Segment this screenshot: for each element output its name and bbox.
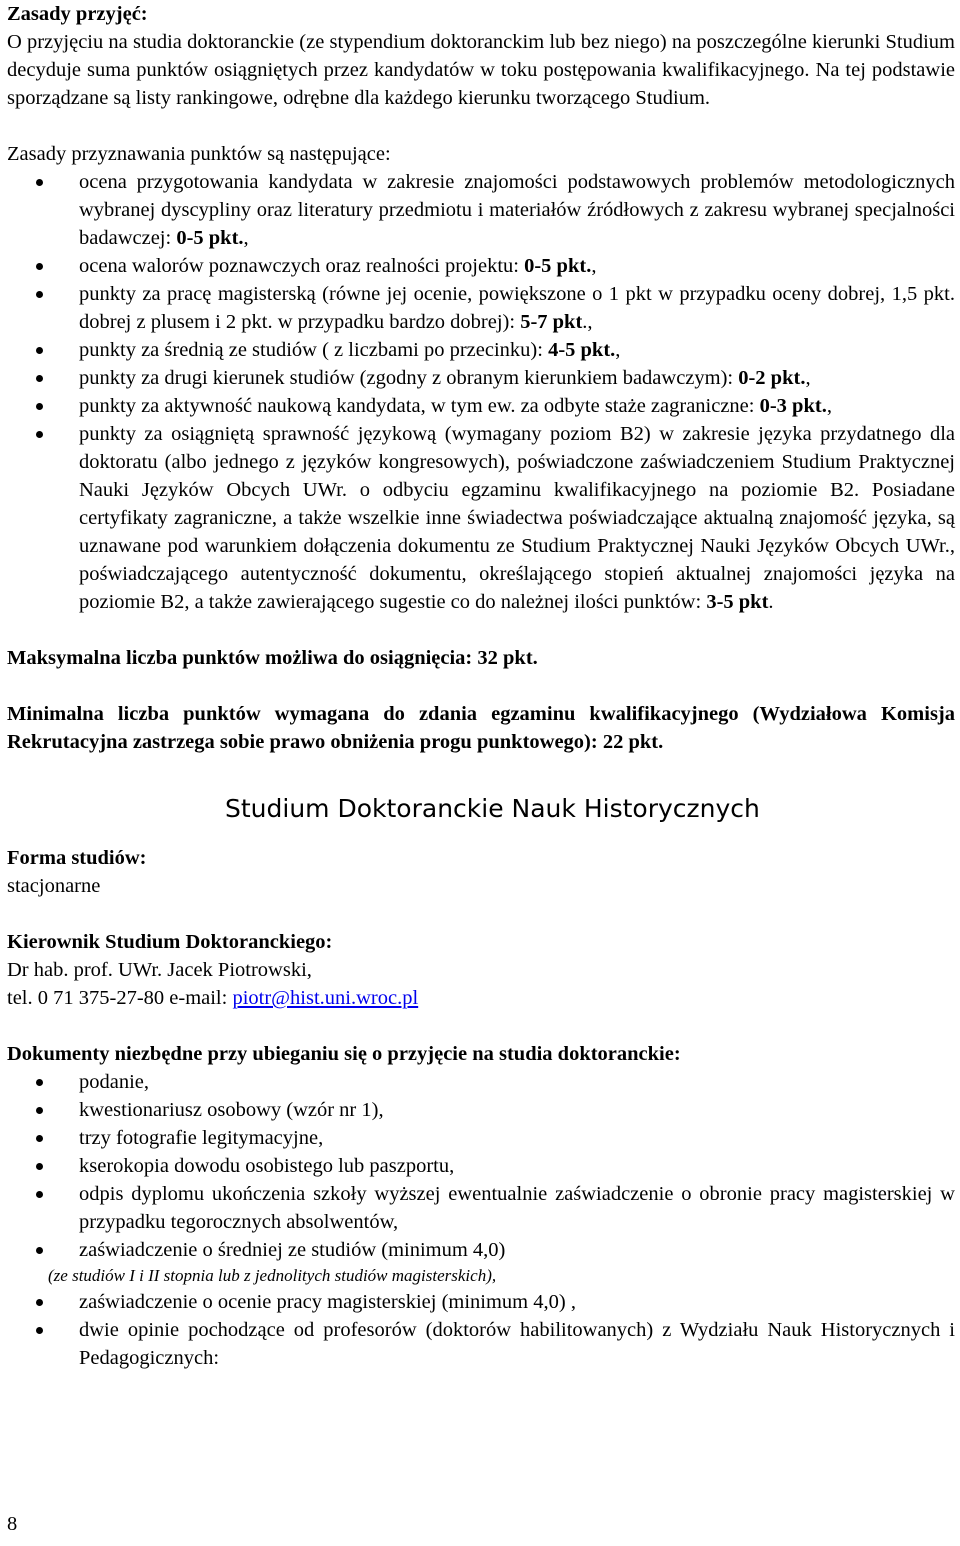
- min-points: Minimalna liczba punktów wymagana do zdania egzaminu kwalifikacyjnego (Wydziałowa Komisja Rekrutacyjna zastrzega sobie prawo obniżenia progu punktowego): 22 pkt.: [7, 703, 955, 753]
- dokumenty-list-continued: [7, 1288, 955, 1372]
- study-title: Studium Doktoranckie Nauk Historycznych: [225, 794, 760, 823]
- list-item: kwestionariusz osobowy (wzór nr 1),: [7, 1096, 955, 1124]
- kierownik-label: Kierownik Studium Doktoranckiego:: [7, 931, 333, 953]
- points-heading: Zasady przyznawania punktów są następujące:: [7, 143, 391, 165]
- max-points: Maksymalna liczba punktów możliwa do osiągnięcia: 32 pkt.: [7, 647, 538, 669]
- list-item: ocena walorów poznawczych oraz realności projektu: 0-5 pkt.,: [7, 252, 955, 280]
- zasady-intro-1: O przyjęciu na studia doktoranckie (ze stypendium doktoranckim lub bez niego) na poszczególne kierunki Studium decyduje suma punktów osiągniętych przez kandydatów w toku postępowania kwalifikacyjnego.: [7, 31, 955, 81]
- contact-line: tel. 0 71 375-27-80 e-mail: piotr@hist.uni.wroc.pl: [7, 987, 419, 1009]
- list-item: odpis dyplomu ukończenia szkoły wyższej ewentualnie zaświadczenie o obronie pracy magisterskiej w przypadku tegorocznych absolwentów,: [7, 1180, 955, 1236]
- list-item: punkty za aktywność naukową kandydata, w tym ew. za odbyte staże zagraniczne: 0-3 pkt.,: [7, 392, 955, 420]
- kierownik-name: Dr hab. prof. UWr. Jacek Piotrowski,: [7, 959, 312, 981]
- zasady-intro-2: Na tej podstawie sporządzane są listy rankingowe, odrębne dla każdego kierunku tworzącego Studium.: [7, 59, 956, 109]
- forma-label: Forma studiów:: [7, 847, 147, 869]
- list-item: dwie opinie pochodzące od profesorów (doktorów habilitowanych) z Wydziału Nauk Historycznych i Pedagogicznych:: [7, 1316, 955, 1372]
- dokumenty-heading: Dokumenty niezbędne przy ubieganiu się o przyjęcie na studia doktoranckie:: [7, 1043, 681, 1065]
- page-number: 8: [7, 1513, 18, 1535]
- list-item: trzy fotografie legitymacyjne,: [7, 1124, 955, 1152]
- list-item: punkty za średnią ze studiów ( z liczbami po przecinku): 4-5 pkt.,: [7, 336, 955, 364]
- list-item: podanie,: [7, 1068, 955, 1096]
- points-list: [7, 168, 955, 616]
- list-item: zaświadczenie o średniej ze studiów (minimum 4,0): [7, 1236, 955, 1264]
- forma-value: stacjonarne: [7, 875, 101, 897]
- list-item: ocena przygotowania kandydata w zakresie znajomości podstawowych problemów metodologicznych wybranej dyscypliny oraz literatury przedmiotu i materiałów źródłowych z zakresu wybranej specjalności badawczej: 0-5 pkt.,: [7, 168, 955, 252]
- list-item: zaświadczenie o ocenie pracy magisterskiej (minimum 4,0) ,: [7, 1288, 955, 1316]
- zasady-heading: Zasady przyjęć:: [7, 3, 148, 25]
- dokumenty-note: (ze studiów I i II stopnia lub z jednolitych studiów magisterskich),: [48, 1266, 497, 1285]
- zasady-intro: [7, 28, 955, 112]
- dokumenty-list: [7, 1068, 955, 1264]
- list-item: punkty za osiągniętą sprawność językową (wymagany poziom B2) w zakresie języka przydatnego dla doktoratu (albo jednego z języków kongresowych), poświadczone zaświadczeniem Studium Praktycznej Nauki Języków Obcych UWr. o odbyciu egzaminu kwalifikacyjnego na poziomie B2. Posiadane certyfikaty zagraniczne, a także wszelkie inne świadectwa poświadczające aktualną znajomość języka, są uznawane pod warunkiem dołączenia dokumentu ze Studium Praktycznej Nauki Języków Obcych UWr., poświadczającego autentyczność dokumentu, określającego stopień aktualnej znajomości języka na poziomie B2, a także zawierającego sugestie co do należnej ilości punktów: 3-5 pkt.: [7, 420, 955, 616]
- list-item: punkty za pracę magisterską (równe jej ocenie, powiększone o 1 pkt w przypadku oceny dobrej, 1,5 pkt. dobrej z plusem i 2 pkt. w przypadku bardzo dobrej): 5-7 pkt.,: [7, 280, 955, 336]
- document-page: [7, 0, 955, 1372]
- email-link[interactable]: piotr@hist.uni.wroc.pl: [232, 987, 419, 1009]
- list-item: kserokopia dowodu osobistego lub paszportu,: [7, 1152, 955, 1180]
- list-item: punkty za drugi kierunek studiów (zgodny z obranym kierunkiem badawczym): 0-2 pkt.,: [7, 364, 955, 392]
